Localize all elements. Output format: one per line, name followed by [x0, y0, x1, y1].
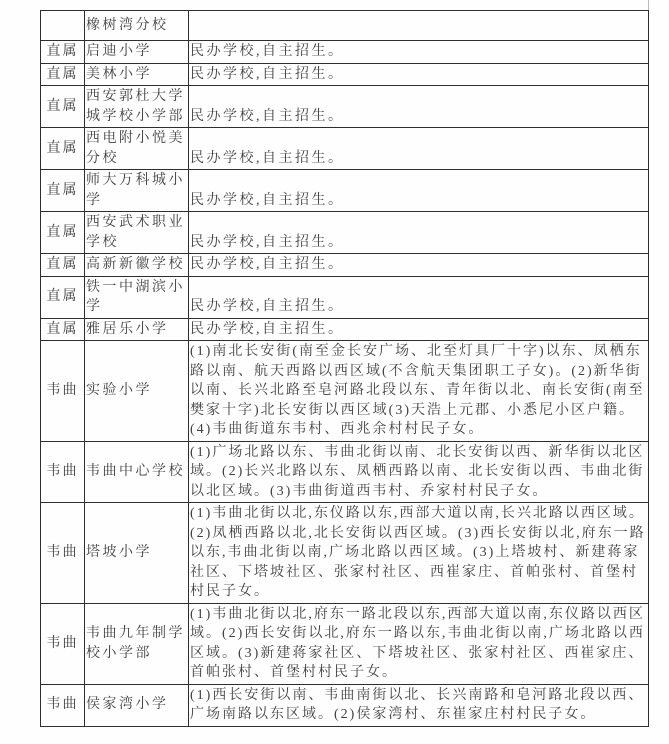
school-district-table-wrap [40, 10, 649, 727]
school-cell: 韦曲九年制学校小学部 [85, 603, 189, 684]
table-row [41, 63, 649, 86]
table-row [41, 212, 649, 254]
category-cell: 直属 [41, 86, 85, 128]
school-cell: 师大万科城小学 [85, 170, 189, 212]
category-cell: 直属 [41, 41, 85, 64]
category-cell: 韦曲 [41, 441, 85, 503]
category-cell: 直属 [41, 63, 85, 86]
description-cell [189, 11, 649, 41]
table-row [41, 86, 649, 128]
school-district-table [40, 10, 649, 727]
description-cell: 民办学校,自主招生。 [189, 212, 649, 254]
category-cell: 直属 [41, 128, 85, 170]
description-cell: (1)广场北路以东、韦曲北街以南、北长安街以西、新华街以北区域。(2)长兴北路以东、凤栖西路以南、北长安街以西、韦曲北街以北区域。(3)韦曲街道西韦村、乔家村村民子女。 [189, 441, 649, 503]
category-cell: 韦曲 [41, 341, 85, 442]
table-row [41, 170, 649, 212]
school-cell: 铁一中湖滨小学 [85, 276, 189, 318]
description-cell: 民办学校,自主招生。 [189, 86, 649, 128]
school-cell: 西安武术职业学校 [85, 212, 189, 254]
category-cell: 直属 [41, 170, 85, 212]
table-row [41, 441, 649, 503]
table-row [41, 503, 649, 604]
category-cell: 韦曲 [41, 684, 85, 726]
description-cell: (1)韦曲北街以北,东仪路以东,西部大道以南,长兴北路以西区域。(2)凤栖西路以北,北长安街以西区域。(3)西长安街以北,府东一路以东,韦曲北街以南,广场北路以西区域。(3)上塔坡村、新建蒋家社区、下塔坡社区、张家村社区、西崔家庄、首帕张村、首堡村村民子女。 [189, 503, 649, 604]
category-cell: 直属 [41, 318, 85, 341]
category-cell: 韦曲 [41, 503, 85, 604]
category-cell [41, 11, 85, 41]
school-cell: 美林小学 [85, 63, 189, 86]
table-row [41, 254, 649, 277]
table-row [41, 684, 649, 726]
description-cell: (1)韦曲北街以北,府东一路北段以东,西部大道以南,东仪路以西区域。(2)西长安街以北,府东一路以东,韦曲北街以南,广场北路以西区域。(3)新建蒋家社区、下塔坡社区、张家村社区、西崔家庄、首帕张村、首堡村村民子女。 [189, 603, 649, 684]
description-cell: 民办学校,自主招生。 [189, 170, 649, 212]
school-cell: 塔坡小学 [85, 503, 189, 604]
description-cell: 民办学校,自主招生。 [189, 63, 649, 86]
category-cell: 直属 [41, 254, 85, 277]
description-cell: 民办学校,自主招生。 [189, 128, 649, 170]
table-body [41, 11, 649, 727]
table-row [41, 128, 649, 170]
table-row [41, 41, 649, 64]
table-row [41, 603, 649, 684]
school-cell: 实验小学 [85, 341, 189, 442]
school-cell: 侯家湾小学 [85, 684, 189, 726]
description-cell: 民办学校,自主招生。 [189, 276, 649, 318]
category-cell: 韦曲 [41, 603, 85, 684]
school-cell: 橡树湾分校 [85, 11, 189, 41]
school-cell: 高新新徽学校 [85, 254, 189, 277]
description-cell: 民办学校,自主招生。 [189, 254, 649, 277]
table-row [41, 341, 649, 442]
description-cell: (1)南北长安街(南至金长安广场、北至灯具厂十字)以东、凤栖东路以南、航天西路以西区域(不含航天集团职工子女)。(2)新华街以南、长兴北路至皂河路北段以东、青年街以北、南长安街(南至樊家十字)北长安街以西区域(3)天浩上元郡、小悉尼小区户籍。(4)韦曲街道东韦村、西兆余村村民子女。 [189, 341, 649, 442]
school-cell: 西电附小悦美分校 [85, 128, 189, 170]
school-cell: 韦曲中心学校 [85, 441, 189, 503]
table-row [41, 11, 649, 41]
description-cell: 民办学校,自主招生。 [189, 318, 649, 341]
table-row [41, 276, 649, 318]
category-cell: 直属 [41, 276, 85, 318]
cropped-table-border-remnant [648, 0, 649, 10]
school-cell: 西安郭杜大学城学校小学部 [85, 86, 189, 128]
school-cell: 雅居乐小学 [85, 318, 189, 341]
description-cell: (1)西长安街以南、韦曲南街以北、长兴南路和皂河路北段以西、广场南路以东区域。(2)侯家湾村、东崔家庄村村民子女。 [189, 684, 649, 726]
description-cell: 民办学校,自主招生。 [189, 41, 649, 64]
school-cell: 启迪小学 [85, 41, 189, 64]
table-row [41, 318, 649, 341]
category-cell: 直属 [41, 212, 85, 254]
